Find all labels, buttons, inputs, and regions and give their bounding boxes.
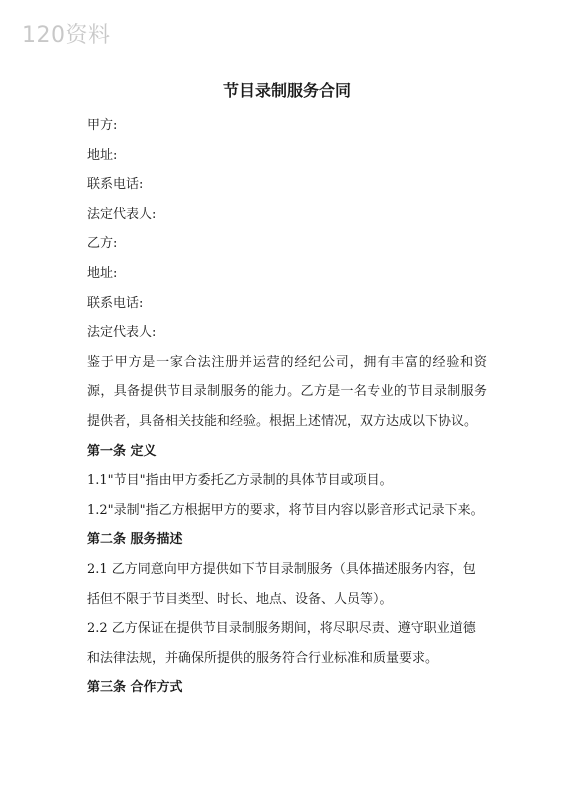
document-title: 节目录制服务合同 (222, 81, 351, 100)
clause-2-1: 2.1 乙方同意向甲方提供如下节目录制服务（具体描述服务内容，包括但不限于节目类型、时长、地点、设备、人员等）。 (87, 561, 476, 607)
clause-1-2: 1.2"录制"指乙方根据甲方的要求，将节目内容以影音形式记录下来。 (87, 502, 484, 518)
party-a-name-label: 甲方: (87, 118, 118, 133)
preamble-paragraph: 鉴于甲方是一家合法注册并运营的经纪公司，拥有丰富的经验和资源，具备提供节目录制服务的能力。乙方是一名专业的节目录制服务提供者，具备相关技能和经验。根据上述情况，双方达成以下协议。 (87, 354, 487, 429)
party-b-phone-label: 联系电话: (87, 295, 144, 311)
clause-1-1: 1.1"节目"指由甲方委托乙方录制的具体节目或项目。 (87, 473, 393, 489)
party-a-phone-label: 联系电话: (87, 177, 144, 193)
party-b-representative-label: 法定代表人: (87, 325, 157, 341)
party-b-name-label: 乙方: (87, 236, 118, 252)
party-a-address-label: 地址: (87, 147, 118, 163)
contract-document (87, 80, 487, 703)
section-heading-cooperation: 第三条 合作方式 (87, 680, 183, 696)
watermark-logo: 120资料 (22, 23, 111, 48)
section-heading-definitions: 第一条 定义 (87, 443, 157, 459)
party-a-representative-label: 法定代表人: (87, 206, 157, 222)
clause-2-2: 2.2 乙方保证在提供节目录制服务期间，将尽职尽责、遵守职业道德和法律法规，并确保所提供的服务符合行业标准和质量要求。 (87, 621, 476, 666)
section-heading-service-description: 第二条 服务描述 (87, 532, 183, 548)
party-b-address-label: 地址: (87, 265, 118, 281)
